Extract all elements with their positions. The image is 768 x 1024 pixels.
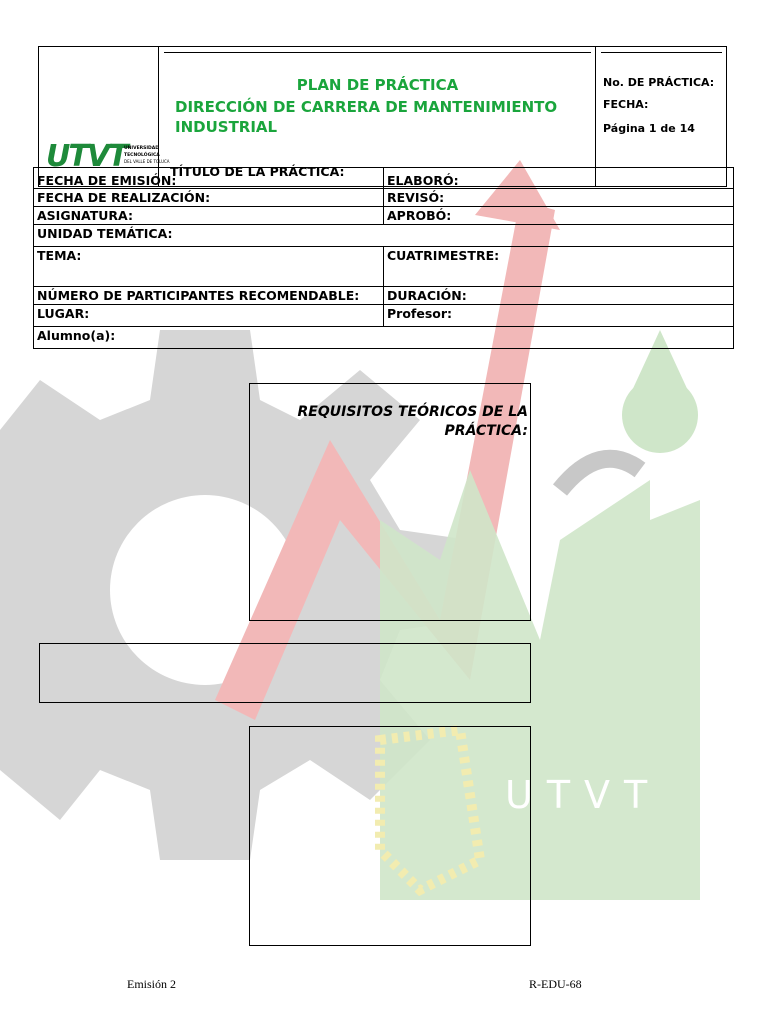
- profesor-cell[interactable]: [384, 305, 734, 327]
- requisitos-label: REQUISITOS TEÓRICOS DE LA PRÁCTICA:: [297, 404, 528, 439]
- unidad-tematica-label: UNIDAD TEMÁTICA:: [37, 226, 173, 241]
- practice-info-table: [33, 167, 734, 349]
- titulo-practica-label: TÍTULO DE LA PRÁCTICA:: [170, 164, 345, 179]
- page-subtitle: DIRECCIÓN DE CARRERA DE MANTENIMIENTO INDUSTRIAL: [175, 98, 558, 136]
- svg-text:DEL VALLE DE TOLUCA: DEL VALLE DE TOLUCA: [124, 159, 170, 164]
- footer-emision: Emisión 2: [127, 977, 177, 991]
- svg-text:TECNOLÓGICA: TECNOLÓGICA: [124, 153, 160, 158]
- table-row: [34, 327, 734, 349]
- reviso-label: REVISÓ:: [387, 190, 445, 205]
- table-row: [34, 225, 734, 247]
- asignatura-label: ASIGNATURA:: [37, 208, 133, 223]
- duracion-label: DURACIÓN:: [387, 288, 467, 303]
- alumno-label: Alumno(a):: [37, 328, 116, 343]
- alumno-cell[interactable]: [34, 327, 734, 349]
- requisitos-box[interactable]: [249, 383, 531, 621]
- header-top-rule: [164, 52, 591, 53]
- lugar-cell[interactable]: [34, 305, 384, 327]
- duracion-cell[interactable]: [384, 287, 734, 305]
- cuatrimestre-cell[interactable]: [384, 247, 734, 287]
- fecha-realizacion-cell[interactable]: [34, 189, 384, 207]
- tema-label: TEMA:: [37, 248, 82, 263]
- svg-text:UTVT: UTVT: [46, 139, 127, 174]
- cuatrimestre-label: CUATRIMESTRE:: [387, 248, 500, 263]
- table-row: [34, 189, 734, 207]
- tema-cell[interactable]: [34, 247, 384, 287]
- pipe-icon: [560, 459, 640, 490]
- reviso-cell[interactable]: [384, 189, 734, 207]
- no-practica-label: No. DE PRÁCTICA:: [603, 76, 715, 89]
- table-row: [34, 168, 734, 189]
- fecha-label: FECHA:: [603, 98, 649, 111]
- footer-code: R-EDU-68: [529, 977, 582, 991]
- svg-text:UNIVERSIDAD: UNIVERSIDAD: [124, 146, 159, 151]
- table-row: [34, 305, 734, 327]
- elaboro-cell[interactable]: [384, 168, 734, 189]
- table-row: [34, 287, 734, 305]
- participantes-label: NÚMERO DE PARTICIPANTES RECOMENDABLE:: [37, 288, 360, 303]
- table-row: [34, 207, 734, 225]
- watermark-text: UTVT: [505, 773, 662, 817]
- aprobo-label: APROBÓ:: [387, 208, 452, 223]
- empty-text-box[interactable]: [39, 643, 531, 703]
- page-title: PLAN DE PRÁCTICA: [296, 76, 459, 94]
- fecha-emision-label: FECHA DE EMISIÓN:: [37, 173, 177, 188]
- aprobo-cell[interactable]: [384, 207, 734, 225]
- unidad-tematica-cell[interactable]: [34, 225, 734, 247]
- elaboro-label: ELABORÓ:: [387, 173, 459, 188]
- lugar-label: LUGAR:: [37, 306, 90, 321]
- profesor-label: Profesor:: [387, 306, 453, 321]
- empty-content-box[interactable]: [249, 726, 531, 946]
- participantes-cell[interactable]: [34, 287, 384, 305]
- pagina-label: Página 1 de 14: [603, 122, 695, 135]
- header-divider-right: [595, 46, 596, 187]
- header-divider-left: [158, 46, 159, 187]
- fecha-realizacion-label: FECHA DE REALIZACIÓN:: [37, 190, 211, 205]
- table-row: [34, 247, 734, 287]
- header-top-rule-right: [601, 52, 722, 53]
- asignatura-cell[interactable]: [34, 207, 384, 225]
